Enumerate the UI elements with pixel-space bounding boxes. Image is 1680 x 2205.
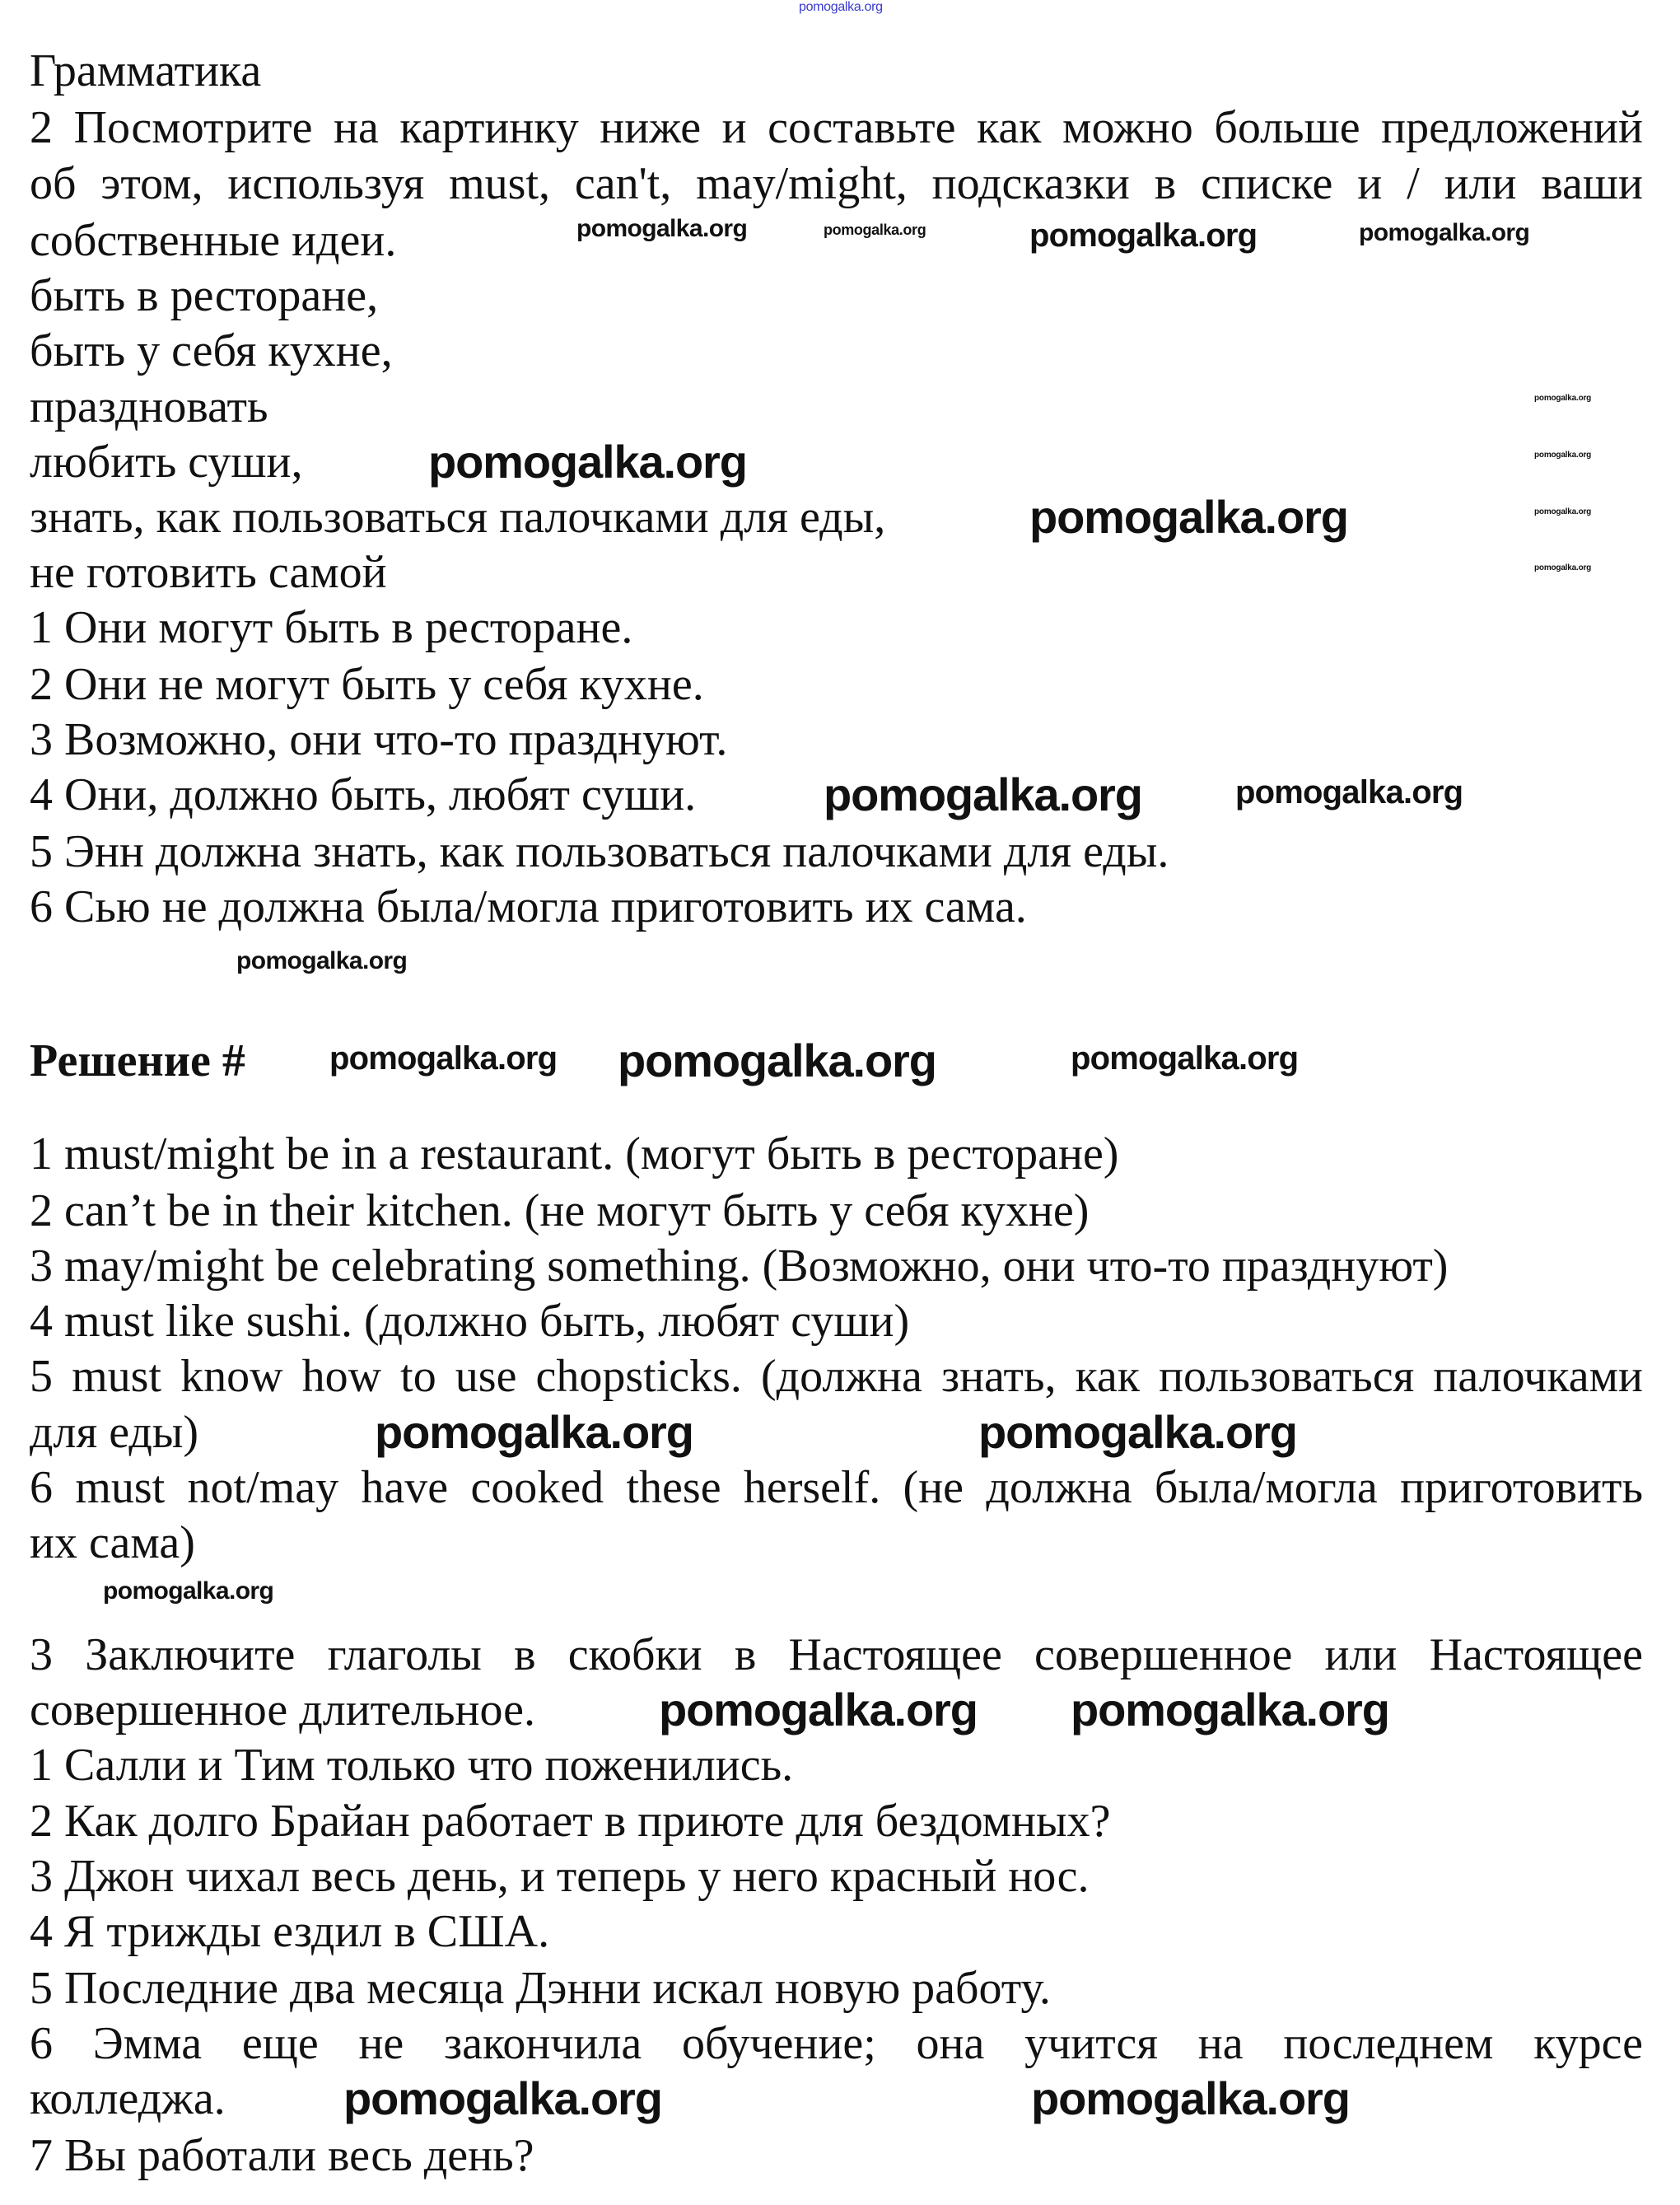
watermark: pomogalka.org <box>343 2072 662 2124</box>
sentence: 4 Я трижды ездил в США. <box>30 1906 550 1957</box>
sentence: 7 Вы работали весь день? <box>30 2130 534 2181</box>
watermark: pomogalka.org <box>576 215 748 242</box>
watermark: pomogalka.org <box>428 436 747 488</box>
answer: 6 must not/may have cooked these herself. (не должна была/могла приготовить <box>30 1462 1643 1513</box>
watermark: pomogalka.org <box>1235 774 1463 811</box>
watermark: pomogalka.org <box>329 1040 558 1077</box>
answer: 1 must/might be in a restaurant. (могут быть в ресторане) <box>30 1128 1119 1180</box>
watermark: pomogalka.org <box>1534 451 1592 460</box>
answer: 5 must know how to use chopsticks. (должна знать, как пользоваться палочками <box>30 1351 1643 1402</box>
sentence: 1 Они могут быть в ресторане. <box>30 602 633 653</box>
sentence: колледжа. <box>30 2073 226 2124</box>
watermark: pomogalka.org <box>1071 1684 1389 1736</box>
watermark: pomogalka.org <box>799 0 883 14</box>
watermark: pomogalka.org <box>824 768 1142 820</box>
sentence: 2 Как долго Брайан работает в приюте для бездомных? <box>30 1796 1111 1847</box>
instruction-line: собственные идеи. <box>30 215 397 266</box>
prompt-item: праздновать <box>30 381 268 432</box>
instruction-line: 3 Заключите глаголы в скобки в Настоящее совершенное или Настоящее <box>30 1629 1643 1680</box>
prompt-item: быть у себя кухне, <box>30 325 393 376</box>
watermark: pomogalka.org <box>1031 2072 1350 2124</box>
watermark: pomogalka.org <box>375 1406 693 1458</box>
answer: их сама) <box>30 1517 195 1568</box>
sentence: 6 Сью не должна была/могла приготовить их сама. <box>30 881 1027 932</box>
answer: 3 may/might be celebrating something. (Возможно, они что-то празднуют) <box>30 1240 1449 1292</box>
sentence: 1 Салли и Тим только что поженились. <box>30 1740 794 1791</box>
watermark: pomogalka.org <box>1359 219 1530 246</box>
watermark: pomogalka.org <box>1071 1040 1299 1077</box>
instruction-line: об этом, используя must, can't, may/might, подсказки в списке и / или ваши <box>30 158 1643 209</box>
watermark: pomogalka.org <box>1534 563 1592 572</box>
watermark: pomogalka.org <box>1029 491 1348 543</box>
prompt-item: не готовить самой <box>30 547 387 598</box>
prompt-item: любить суши, <box>30 437 303 488</box>
answer: для еды) <box>30 1407 199 1458</box>
prompt-item: быть в ресторане, <box>30 270 379 321</box>
instruction-line: совершенное длительное. <box>30 1684 536 1736</box>
sentence: 4 Они, должно быть, любят суши. <box>30 769 697 820</box>
watermark: pomogalka.org <box>978 1406 1297 1458</box>
sentence: 5 Последние два месяца Дэнни искал новую работу. <box>30 1963 1051 2014</box>
section-title: Грамматика <box>30 45 262 96</box>
sentence: 3 Возможно, они что-то празднуют. <box>30 714 728 765</box>
answer: 4 must like sushi. (должно быть, любят суши) <box>30 1296 910 1347</box>
instruction-line: 2 Посмотрите на картинку ниже и составьте как можно больше предложений <box>30 102 1643 153</box>
solution-title: Решение # <box>30 1035 245 1086</box>
sentence: 5 Энн должна знать, как пользоваться палочками для еды. <box>30 826 1169 877</box>
sentence: 2 Они не могут быть у себя кухне. <box>30 659 704 710</box>
watermark: pomogalka.org <box>824 222 926 238</box>
sentence: 3 Джон чихал весь день, и теперь у него красный нос. <box>30 1851 1090 1902</box>
watermark: pomogalka.org <box>659 1684 978 1736</box>
watermark: pomogalka.org <box>618 1035 936 1086</box>
watermark: pomogalka.org <box>1029 217 1258 254</box>
answer: 2 can’t be in their kitchen. (не могут быть у себя кухне) <box>30 1185 1090 1236</box>
watermark: pomogalka.org <box>103 1577 274 1605</box>
sentence: 6 Эмма еще не закончила обучение; она учится на последнем курсе <box>30 2018 1643 2069</box>
watermark: pomogalka.org <box>1534 394 1592 403</box>
prompt-item: знать, как пользоваться палочками для еды, <box>30 492 886 543</box>
watermark: pomogalka.org <box>1534 507 1592 516</box>
watermark: pomogalka.org <box>236 947 408 974</box>
